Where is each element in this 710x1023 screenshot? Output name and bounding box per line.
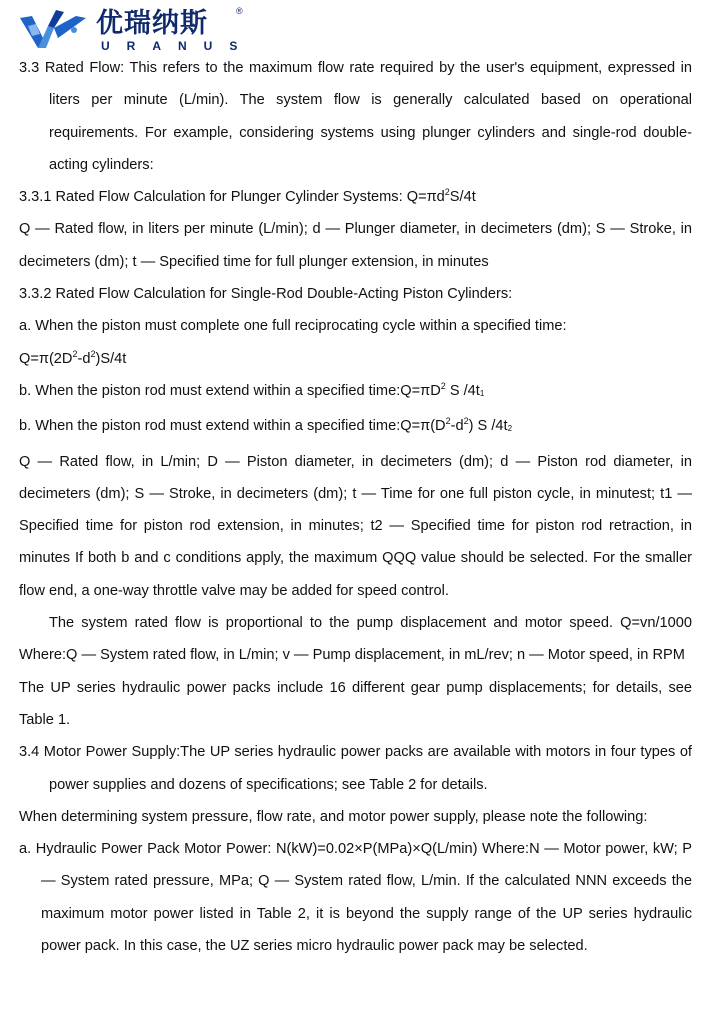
- logo-registered-mark: ®: [236, 6, 243, 16]
- condition-a-formula: $Q=\pi(2D^2-d^2)S/4t$: [19, 348, 127, 367]
- pump-displacement-note: The UP series hydraulic power packs include 16 different gear pump displacements; for details, see Table 1.: [19, 679, 692, 728]
- section-3-3-2-heading: 3.3.2 Rated Flow Calculation for Single-Rod Double-Acting Piston Cylinders:: [19, 286, 513, 303]
- section-3-4-motor-power-supply: 3.4 Motor Power Supply:The UP series hydraulic power packs are available with motors in four types of power supplies and dozens of specifications; see Table 2 for details.: [19, 744, 692, 793]
- logo-chinese-text: 优瑞纳斯: [96, 8, 208, 38]
- plunger-variable-definitions: Q — Rated flow, in liters per minute (L/min); d — Plunger diameter, in decimeters (dm); S — Stroke, in decimeters (dm); t — Specified time for full plunger extension, in minutes: [19, 221, 692, 270]
- condition-b-retract-formula: b. When the piston rod must extend within a specified $time:Q=\pi(D^2-d^2)$ S /4t2: [19, 416, 513, 435]
- section-3-3-1-heading: 3.3.1 Rated Flow Calculation for Plunger Cylinder Systems: $Q=\pi d^2S/4t$: [19, 187, 476, 206]
- motor-power-note-a: a. Hydraulic Power Pack Motor Power: N(kW)=0.02×P(MPa)×Q(L/min) Where:N — Motor power, kW; P — System rated pressure, MPa; Q — System rated flow, L/min. If the calculated NNN exceeds the maximum motor power listed in Table 2, it is beyond the supply range of the UP series hydraulic power pack. In this case, the UZ series micro hydraulic power pack may be selected.: [19, 841, 692, 955]
- logo-english-text: URANUS: [101, 39, 255, 53]
- document-body: [19, 52, 692, 962]
- piston-variable-definitions: Q — Rated flow, in L/min; D — Piston diameter, in decimeters (dm); d — Piston rod diameter, in decimeters (dm); S — Stroke, in decimeters (dm); t — Time for one full piston cycle, in minutest; t1 — Specified time for piston rod extension, in minutes; t2 — Specified time for piston rod retraction, in minutes If both b and c conditions apply, the maximum QQQ value should be selected. For the smaller flow end, a one-way throttle valve may be added for speed control.: [19, 453, 692, 599]
- section-3-3-rated-flow: 3.3 Rated Flow: This refers to the maximum flow rate required by the user's equipment, expressed in liters per minute (L/min). The system flow is generally calculated based on operational requirements. For example, considering systems using plunger cylinders and single-rod double-acting cylinders:: [19, 60, 692, 173]
- uranus-logo: [18, 4, 255, 54]
- logo-mark-icon: [18, 4, 88, 54]
- system-flow-formula: The system rated flow is proportional to the pump displacement and motor speed. Q=vn/1000 Where:Q — System rated flow, in L/min; v — Pump displacement, in mL/rev; n — Motor speed, in RPM: [19, 615, 692, 664]
- determination-notes-intro: When determining system pressure, flow rate, and motor power supply, please note the following:: [19, 808, 648, 825]
- condition-b-extend-formula: b. When the piston rod must extend within a specified $time:Q=\pi D^2$ S /4t1: [19, 380, 485, 399]
- condition-a-text: a. When the piston must complete one full reciprocating cycle within a specified time:: [19, 318, 567, 335]
